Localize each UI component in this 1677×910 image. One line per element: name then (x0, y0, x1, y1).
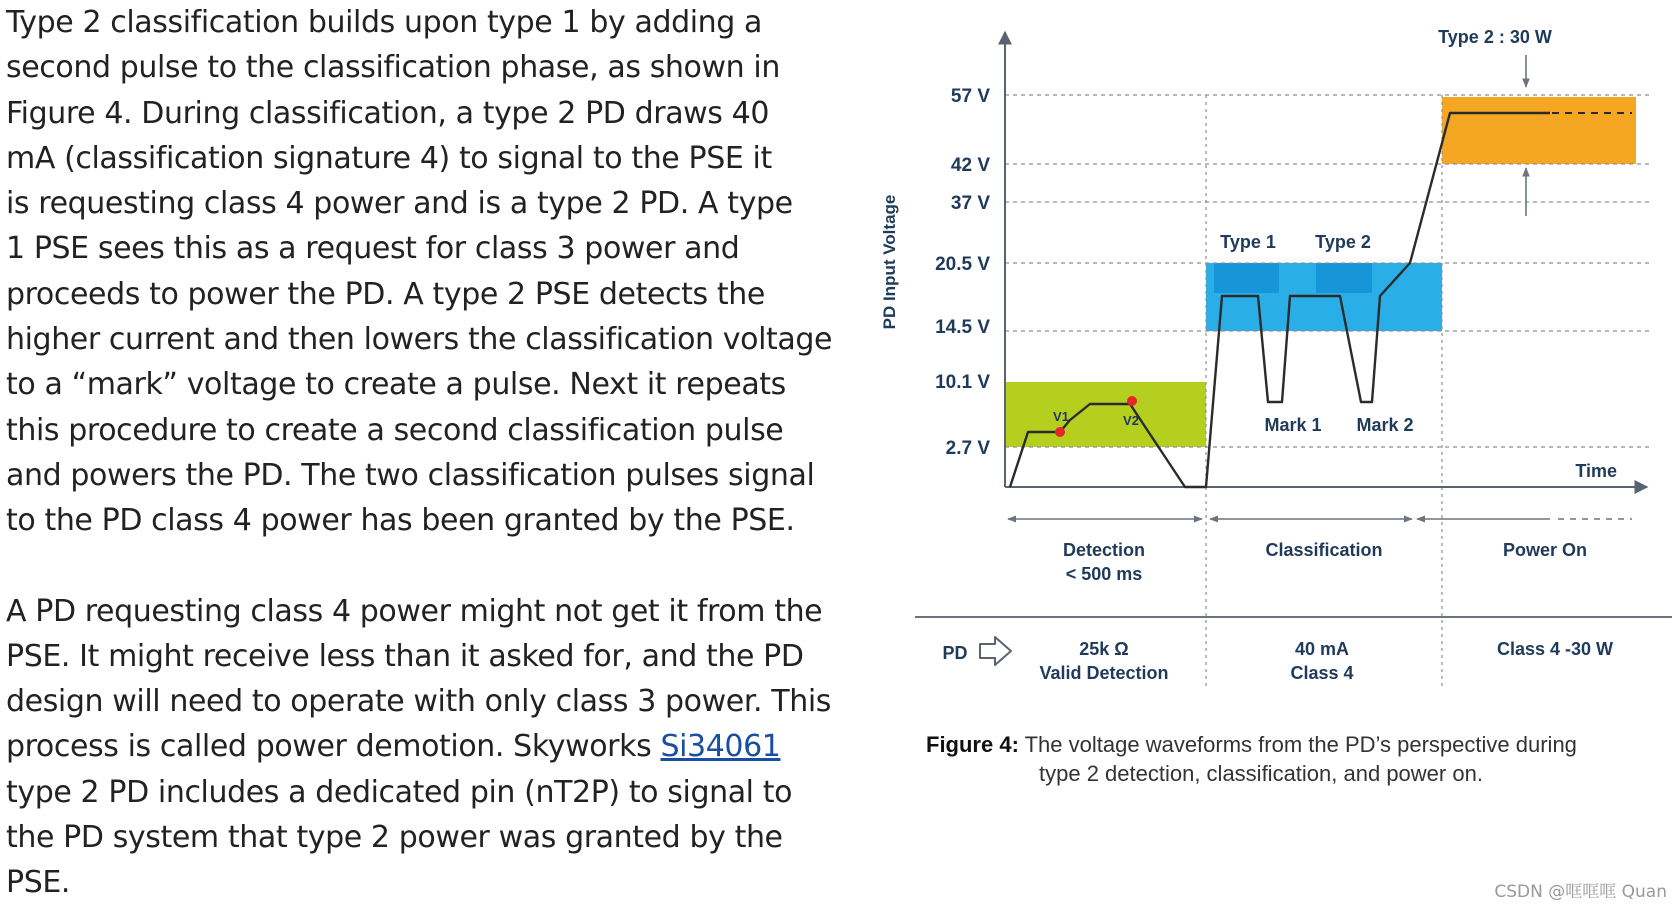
pd-detection-value: 25k Ω (1079, 639, 1129, 659)
text-line: design will need to operate with only class 3 power. This (6, 684, 831, 720)
figure-caption-line1 (926, 732, 1577, 757)
y-tick-label: 37 V (950, 193, 990, 214)
detection-phase-label: Detection (1062, 540, 1146, 560)
text-line: to the PD class 4 power has been granted by the PSE. (6, 503, 795, 539)
v2-label: V2 (1123, 413, 1139, 428)
pd-classification-current: 40 mA (1294, 639, 1350, 659)
figure-caption-text: The voltage waveforms from the PD’s perspective during (1018, 732, 1577, 757)
y-tick-label: 2.7 V (945, 438, 990, 459)
text-run: process is called power demotion. Skyworks (6, 729, 661, 765)
text-line: and powers the PD. The two classification pulses signal (6, 457, 815, 493)
pd-detection-status: Valid Detection (1039, 663, 1169, 683)
classification-phase-label: Classification (1265, 540, 1383, 560)
text-line: mA (classification signature 4) to signal to the PSE it (6, 140, 772, 176)
classification-pulse-zone (1214, 263, 1279, 293)
pd-arrow-icon (980, 637, 1011, 665)
text-line: PSE. (6, 865, 71, 901)
detection-zone (1005, 382, 1206, 447)
figure-caption-line2: type 2 detection, classification, and power on. (1039, 761, 1483, 786)
text-line: A PD requesting class 4 power might not get it from the (6, 593, 823, 629)
phase-dividers (1206, 95, 1442, 690)
pd-row-label: PD (942, 643, 968, 663)
v1-marker (1055, 427, 1065, 437)
pd-power-on-class: Class 4 -30 W (1496, 639, 1614, 659)
text-line: this procedure to create a second classification pulse (6, 412, 784, 448)
text-line: the PD system that type 2 power was granted by the (6, 820, 783, 856)
text-line: type 2 PD includes a dedicated pin (nT2P) to signal to (6, 774, 793, 810)
pd-classification-class: Class 4 (1290, 663, 1354, 683)
type1-label: Type 1 (1220, 232, 1276, 252)
text-line: PSE. It might receive less than it asked for, and the PD (6, 638, 804, 674)
type2-30w-label: Type 2 : 30 W (1438, 27, 1552, 47)
y-axis-title: PD Input Voltage (880, 194, 899, 330)
y-tick-label: 10.1 V (935, 372, 990, 393)
text-line: is requesting class 4 power and is a type 2 PD. A type (6, 186, 793, 222)
type2-label: Type 2 (1315, 232, 1371, 252)
text-line: to a “mark” voltage to create a pulse. Next it repeats (6, 367, 786, 403)
v2-marker (1127, 396, 1137, 406)
text-line: 1 PSE sees this as a request for class 3 power and (6, 231, 740, 267)
power-on-zone (1442, 97, 1636, 164)
classification-pulse-zone (1316, 263, 1372, 293)
mark2-label: Mark 2 (1356, 415, 1414, 435)
watermark: CSDN @哐哐哐 Quan (1494, 882, 1667, 902)
detection-duration-label: < 500 ms (1065, 564, 1143, 584)
si34061-link[interactable]: Si34061 (660, 729, 781, 765)
y-tick-label: 57 V (950, 86, 990, 107)
power-on-phase-label: Power On (1502, 540, 1588, 560)
figure-caption-label: Figure 4: (926, 732, 1019, 757)
x-axis-title: Time (1575, 461, 1617, 481)
y-tick-label: 14.5 V (935, 317, 990, 338)
y-tick-label: 20.5 V (935, 254, 990, 275)
text-line: Type 2 classification builds upon type 1 by adding a (6, 5, 763, 40)
y-tick-label: 42 V (950, 155, 990, 176)
mark1-label: Mark 1 (1264, 415, 1322, 435)
text-line: proceeds to power the PD. A type 2 PSE detects the (6, 276, 765, 312)
v1-label: V1 (1053, 409, 1069, 424)
text-line: second pulse to the classification phase, as shown in (6, 50, 780, 86)
text-line: Figure 4. During classification, a type 2 PD draws 40 (6, 95, 770, 131)
text-line: higher current and then lowers the classification voltage (6, 322, 833, 358)
